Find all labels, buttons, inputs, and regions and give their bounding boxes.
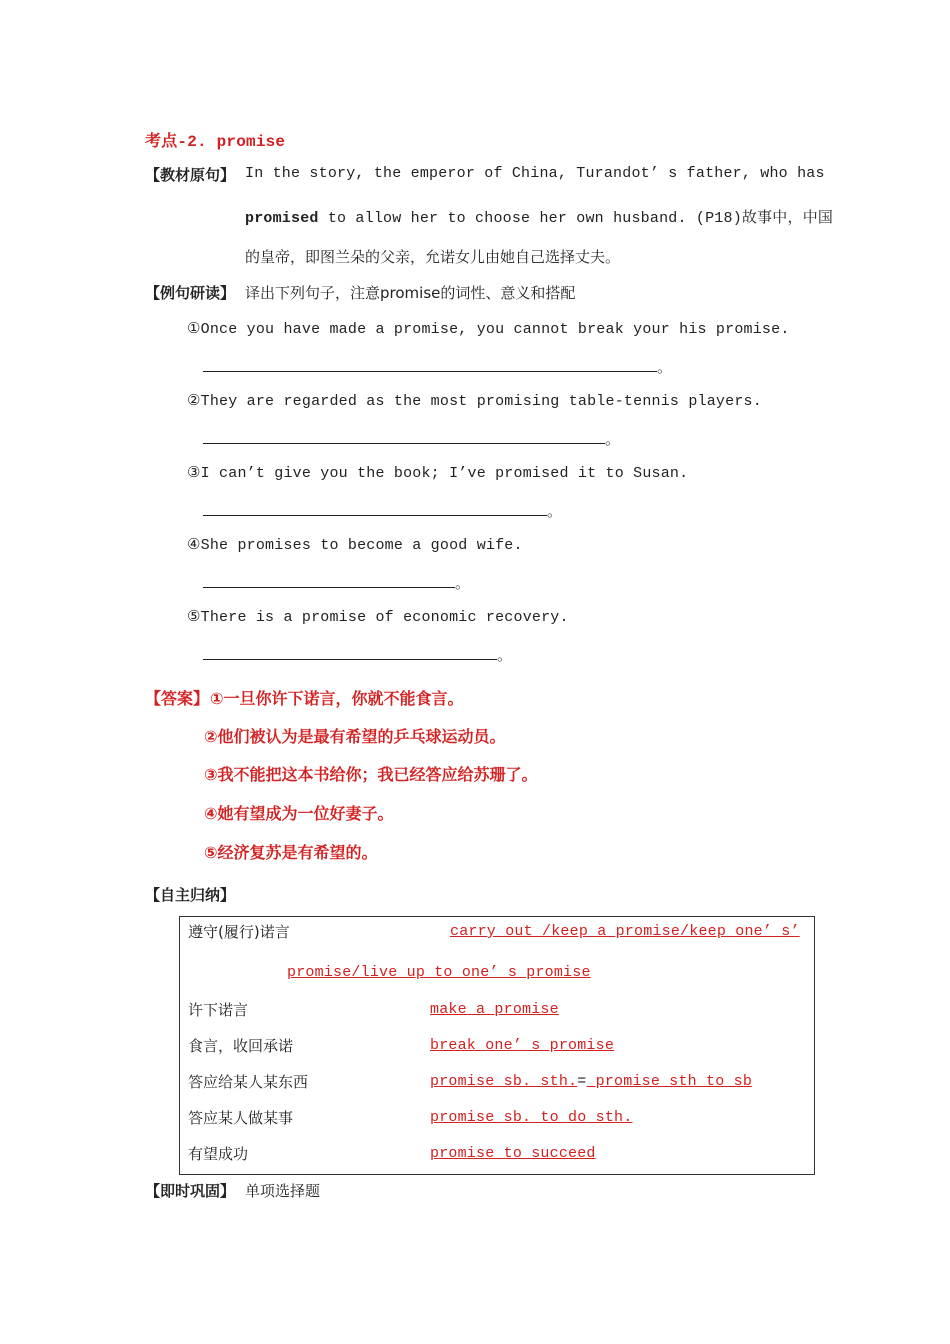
answer-item-4: ④她有望成为一位好妻子。 — [204, 804, 394, 823]
examples-instruction: 译出下列句子，注意promise的词性、意义和搭配 — [245, 284, 576, 302]
textbook-line-3: 的皇帝，即图兰朵的父亲，允诺女儿由她自己选择丈夫。 — [245, 248, 621, 266]
summary-row-4-cn: 答应给某人某东西 — [188, 1073, 309, 1091]
example-sentence-4: ④She promises to become a good wife. — [187, 537, 523, 554]
answer-blank-1[interactable]: 。 — [203, 356, 672, 377]
answer-blank-3[interactable]: 。 — [203, 500, 562, 521]
textbook-line-1: In the story, the emperor of China, Turandot’ s father, who has — [245, 165, 825, 182]
practice-text: 单项选择题 — [245, 1182, 321, 1200]
summary-label: 【自主归纳】 — [145, 886, 236, 904]
example-sentence-1: ①Once you have made a promise, you cannot break your his promise. — [187, 321, 790, 338]
section-heading: 考点-2. promise — [145, 133, 286, 151]
summary-row-5-en: promise sb. to do sth. — [430, 1109, 633, 1126]
answer-item-1: ①一旦你许下诺言，你就不能食言。 — [210, 689, 464, 708]
answer-item-5: ⑤经济复苏是有希望的。 — [204, 843, 378, 862]
example-sentence-2: ②They are regarded as the most promising table-tennis players. — [187, 393, 762, 410]
summary-table — [179, 916, 815, 1175]
summary-row-4-en: promise sb. sth.= promise sth to sb — [430, 1073, 753, 1090]
example-sentence-3: ③I can’t give you the book; I’ve promised it to Susan. — [187, 465, 689, 482]
answer-label: 【答案】 — [145, 689, 210, 708]
textbook-line-2 — [245, 206, 833, 227]
summary-row-5-cn: 答应某人做某事 — [188, 1109, 294, 1127]
summary-row-6-cn: 有望成功 — [188, 1145, 249, 1163]
summary-row-1-en-cont: promise/live up to one’ s promise — [287, 964, 591, 981]
summary-row-3-cn: 食言，收回承诺 — [188, 1037, 294, 1055]
summary-row-2-cn: 许下诺言 — [188, 1001, 249, 1019]
answer-item-2: ②他们被认为是最有希望的乒乓球运动员。 — [204, 727, 506, 746]
summary-row-2-en: make a promise — [430, 1001, 559, 1018]
answer-item-3: ③我不能把这本书给你；我已经答应给苏珊了。 — [204, 765, 538, 784]
answer-blank-2[interactable]: 。 — [203, 428, 620, 449]
answer-blank-5[interactable]: 。 — [203, 644, 512, 665]
summary-row-1-en: carry out /keep a promise/keep one’ s’ — [450, 923, 800, 940]
summary-row-6-en: promise to succeed — [430, 1145, 596, 1162]
examples-label: 【例句研读】 — [145, 284, 236, 302]
practice-label: 【即时巩固】 — [145, 1182, 236, 1200]
textbook-keyword: promised — [245, 210, 319, 227]
example-sentence-5: ⑤There is a promise of economic recovery. — [187, 609, 569, 626]
answer-blank-4[interactable]: 。 — [203, 572, 470, 593]
textbook-line-2-rest: to allow her to choose her own husband. (P18)故事中，中国 — [318, 210, 834, 227]
summary-row-1-cn: 遵守(履行)诺言 — [188, 923, 290, 941]
textbook-label: 【教材原句】 — [145, 166, 236, 184]
summary-row-3-en: break one’ s promise — [430, 1037, 615, 1054]
